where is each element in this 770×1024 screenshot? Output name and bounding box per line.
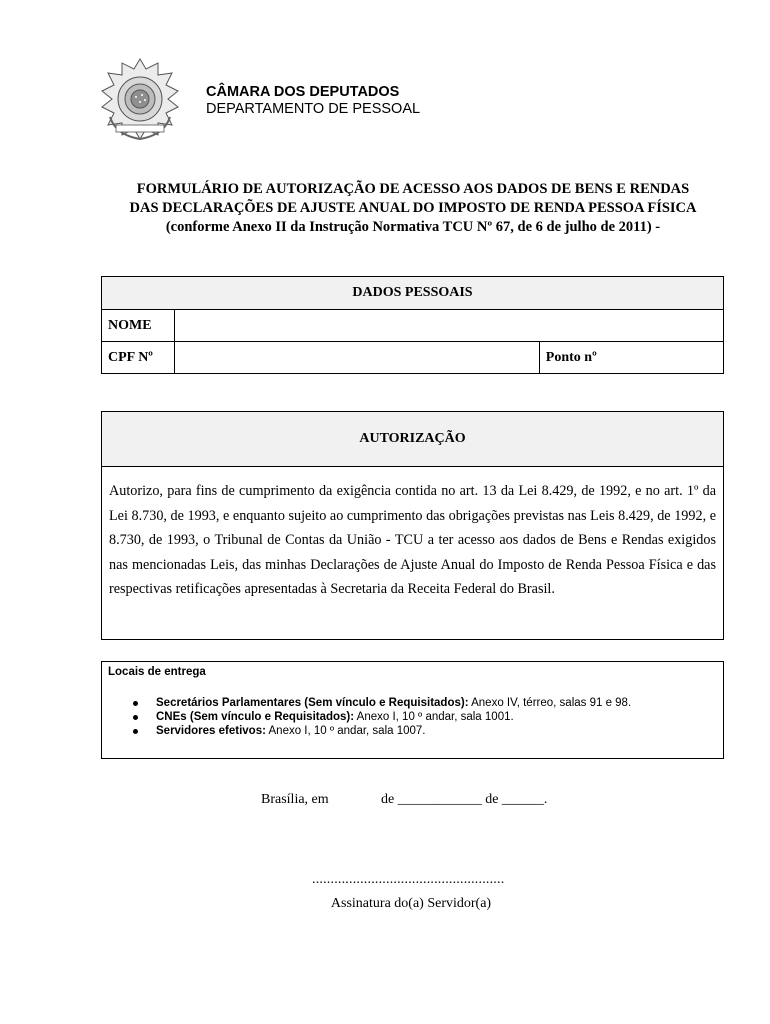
- local-name: Secretários Parlamentares (Sem vínculo e Requisitados):: [156, 697, 469, 709]
- bullet-icon: [133, 701, 138, 706]
- local-name: CNEs (Sem vínculo e Requisitados):: [156, 711, 355, 724]
- locais-entrega-box: [101, 661, 724, 759]
- local-address: Anexo IV, térreo, salas 91 e 98.: [468, 697, 632, 709]
- local-name: Servidores efetivos:: [156, 725, 266, 738]
- list-item: [156, 710, 631, 724]
- signature-line[interactable]: ....................................................: [312, 872, 505, 887]
- form-title: [100, 180, 726, 237]
- dados-pessoais-heading: DADOS PESSOAIS: [102, 277, 724, 310]
- local-address: Anexo I, 10 º andar, sala 1007.: [265, 725, 426, 738]
- title-line-1: FORMULÁRIO DE AUTORIZAÇÃO DE ACESSO AOS DADOS DE BENS E RENDAS: [136, 181, 690, 197]
- dados-pessoais-table: [101, 276, 724, 374]
- title-line-3: (conforme Anexo II da Instrução Normativa TCU Nº 67, de 6 de julho de 2011) -: [165, 219, 661, 235]
- ponto-label: Ponto nº: [539, 342, 723, 374]
- department-name: DEPARTAMENTO DE PESSOAL: [206, 101, 421, 117]
- autorizacao-box: [101, 411, 724, 640]
- locais-title: Locais de entrega: [108, 666, 206, 678]
- institution-header: [206, 84, 420, 118]
- list-item: [156, 696, 631, 710]
- bullet-icon: [133, 729, 138, 734]
- signature-label: Assinatura do(a) Servidor(a): [330, 896, 492, 911]
- nome-label: NOME: [102, 310, 175, 342]
- brasao-seal: [96, 55, 184, 143]
- local-address: Anexo I, 10 º andar, sala 1001.: [354, 711, 514, 724]
- list-item: [156, 724, 631, 738]
- autorizacao-text: Autorizo, para fins de cumprimento da exigência contida no art. 13 da Lei 8.429, de 1992, e no art. 1º da Lei 8.730, de 1993, e enquanto sujeito ao cumprimento das obrigações previstas nas Leis 8.429, de 1992, e 8.730, de 1993, o Tribunal de Contas da União - TCU a ter acesso aos dados de Bens e Rendas exigidos nas mencionadas Leis, das minhas Declarações de Ajuste Anual do Imposto de Renda Pessoa Física e das respectivas retificações apresentadas à Secretaria da Receita Federal do Brasil.: [109, 483, 716, 598]
- local-city: Brasília, em: [261, 792, 329, 807]
- title-line-2: DAS DECLARAÇÕES DE AJUSTE ANUAL DO IMPOSTO DE RENDA PESSOA FÍSICA: [129, 200, 697, 216]
- local-date-blanks[interactable]: de ____________ de ______.: [381, 792, 548, 807]
- nome-field[interactable]: [175, 310, 724, 342]
- cpf-field[interactable]: [175, 342, 539, 374]
- cpf-label: CPF Nº: [102, 342, 175, 374]
- locais-list: [102, 696, 631, 739]
- autorizacao-heading: AUTORIZAÇÃO: [102, 412, 723, 467]
- institution-name: CÂMARA DOS DEPUTADOS: [206, 84, 400, 100]
- bullet-icon: [133, 715, 138, 720]
